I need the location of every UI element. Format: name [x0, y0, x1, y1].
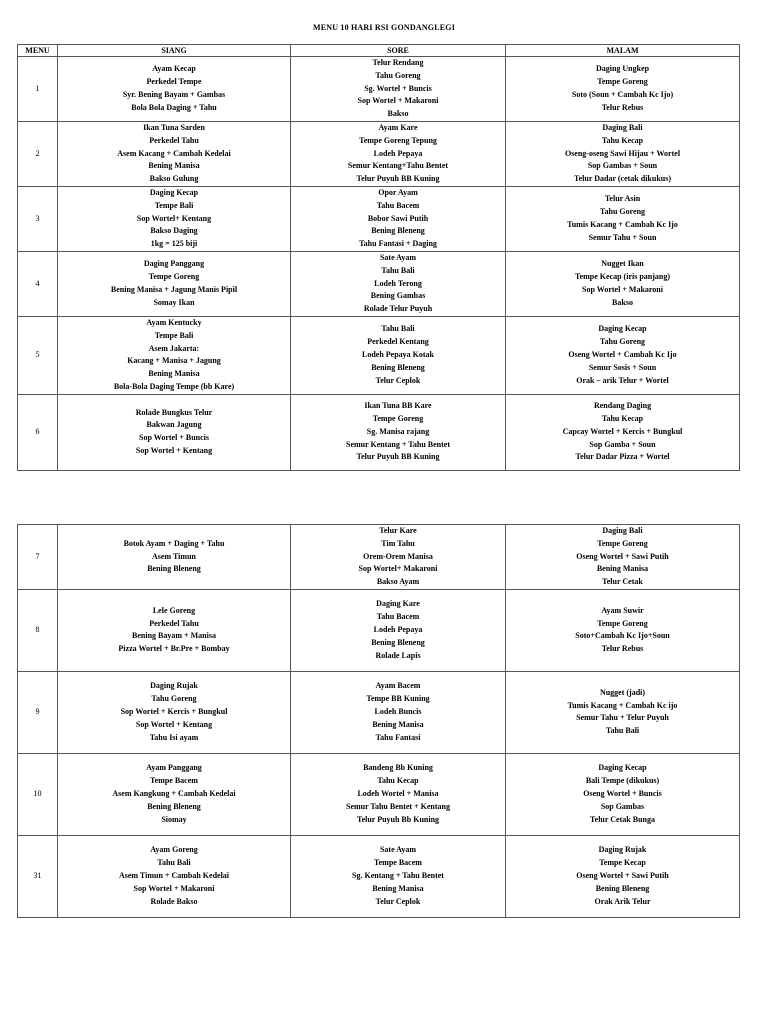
header-malam: MALAM: [506, 45, 740, 57]
dish-item: Sop Gamba + Soun: [589, 439, 656, 449]
table-row: [18, 589, 740, 671]
dish-item: Semur Kentang+Tahu Bentet: [347, 161, 449, 171]
dish-item: Telur Ceplok: [375, 375, 421, 385]
table-row: [18, 251, 740, 316]
dish-item: Bakso Daging: [150, 226, 198, 236]
dish-item: Tempe Bacem: [150, 776, 198, 786]
table-row: [18, 186, 740, 251]
malam-cell: [506, 671, 740, 753]
dish-item: Telur Dadar (cetak dikukus): [574, 174, 671, 184]
table-row: [18, 835, 740, 917]
dish-item: Bobor Sawi Putih: [367, 213, 429, 223]
dish-item: Tempe Goreng Tepung: [359, 135, 437, 145]
dish-item: Asem Timun + Cambah Kedelai: [118, 871, 230, 881]
table-row: [18, 671, 740, 753]
malam-cell: [506, 251, 740, 316]
malam-cell: [506, 589, 740, 671]
dish-item: Syr. Bening Bayam + Gambas: [122, 89, 226, 99]
table-row: [18, 121, 740, 186]
siang-cell: [58, 186, 291, 251]
dish-item: Pizza Wortel + Br.Pre + Bombay: [118, 644, 230, 654]
dish-item: Oseng Wortel + Sawi Putih: [576, 551, 669, 561]
menu-table-1: [17, 44, 740, 471]
dish-item: Soto+Cambah Kc Ijo+Soun: [575, 631, 670, 641]
dish-item: Tempe Kecap: [599, 858, 646, 868]
dish-item: Tahu Goreng: [599, 207, 646, 217]
dish-item: Daging Bali: [602, 122, 643, 132]
dish-item: Telur Rebus: [601, 102, 644, 112]
dish-item: Telur Puyuh BB Kuning: [356, 452, 440, 462]
dish-item: Sop Gambas: [600, 801, 645, 811]
dish-item: Rolade Bakso: [150, 896, 198, 906]
dish-item: Daging Rujak: [598, 845, 647, 855]
dish-item: Tempe Goreng: [372, 414, 424, 424]
menu-number: 8: [18, 589, 58, 671]
dish-item: Bening Bleneng: [147, 801, 201, 811]
dish-item: Bola-Bola Daging Tempe (bb Kare): [113, 381, 235, 391]
dish-item: Bening Bayam + Manisa: [132, 631, 216, 641]
dish-item: Ikan Tuna BB Kare: [364, 401, 432, 411]
dish-item: Ayam Kecap: [152, 64, 196, 74]
dish-item: Lodeh Pepaya Kotak: [361, 349, 434, 359]
dish-item: Daging Kecap: [598, 324, 647, 334]
dish-item: Daging Kecap: [598, 763, 647, 773]
sore-cell: [291, 251, 506, 316]
dish-item: Lodeh Wortel + Manisa: [357, 789, 439, 799]
table-row: [18, 316, 740, 394]
menu-number: 10: [18, 753, 58, 835]
sore-cell: [291, 316, 506, 394]
malam-cell: [506, 121, 740, 186]
dish-item: Bening Manisa: [372, 883, 424, 893]
dish-item: Telur Kare: [379, 526, 417, 535]
dish-item: Tahu Kecap: [601, 135, 644, 145]
dish-item: Oseng Wortel + Sawi Putih: [576, 871, 669, 881]
table-row: [18, 753, 740, 835]
sore-cell: [291, 186, 506, 251]
dish-item: Sg. Wortel + Buncis: [364, 83, 432, 93]
menu-number: 31: [18, 835, 58, 917]
siang-cell: [58, 753, 291, 835]
dish-item: Tahu Bacem: [376, 200, 420, 210]
dish-item: Bakso Ayam: [376, 577, 420, 587]
dish-item: Lodeh Pepaya: [373, 625, 423, 635]
siang-cell: [58, 589, 291, 671]
menu-number: 3: [18, 186, 58, 251]
dish-item: Bali Tempe (dikukus): [585, 776, 660, 786]
dish-item: Sop Wortel + Makaroni: [357, 96, 439, 106]
dish-item: Tahu Bali: [157, 858, 191, 868]
dish-item: Sate Ayam: [379, 845, 417, 855]
dish-item: Bening Bleneng: [371, 637, 425, 647]
dish-item: Rolade Telur Puyuh: [363, 304, 433, 314]
dish-item: Somay Ikan: [153, 297, 195, 307]
dish-item: Tempe Goreng: [597, 618, 648, 628]
siang-cell: [58, 57, 291, 122]
siang-cell: [58, 121, 291, 186]
dish-item: Oseng Wortel + Buncis: [583, 789, 662, 799]
menu-number: 2: [18, 121, 58, 186]
dish-item: Semur Tahu + Telur Puyuh: [576, 713, 669, 723]
dish-item: Soto (Soun + Cambah Kc Ijo): [571, 89, 674, 99]
dish-item: Sop Wortel+ Kentang: [136, 213, 212, 223]
dish-item: Kacang + Manisa + Jagung: [127, 356, 221, 366]
dish-item: Telur Rendang: [372, 58, 424, 67]
siang-cell: [58, 251, 291, 316]
dish-item: Bening Bleneng: [371, 226, 425, 236]
dish-item: Telur Asin: [604, 194, 641, 204]
table-row: [18, 525, 740, 590]
table-row: [18, 57, 740, 122]
dish-item: Tahu Bali: [605, 726, 640, 736]
dish-item: Opor Ayam: [378, 187, 418, 197]
dish-item: Tahu Bacem: [376, 612, 420, 622]
dish-item: Siomay: [161, 814, 187, 824]
dish-item: Bakwan Jagung: [146, 420, 202, 430]
sore-cell: [291, 671, 506, 753]
dish-item: Lele Goreng: [152, 605, 196, 615]
dish-item: Sop Wortel + Makaroni: [133, 883, 215, 893]
siang-cell: [58, 671, 291, 753]
dish-item: Sop Wortel + Buncis: [139, 433, 209, 443]
siang-cell: [58, 835, 291, 917]
dish-item: Tempe BB Kuning: [366, 694, 430, 704]
dish-item: Perkedel Tahu: [149, 135, 199, 145]
dish-item: Daging Bali: [602, 526, 643, 535]
dish-item: Ayam Kare: [378, 122, 418, 132]
dish-item: Lodeh Buncis: [374, 707, 422, 717]
dish-item: Tahu Goreng: [599, 337, 646, 347]
table-body-1: [18, 57, 740, 471]
dish-item: Tempe Bali: [154, 200, 194, 210]
dish-item: Ayam Bacem: [375, 681, 421, 691]
dish-item: Sop Wortel + Kentang: [135, 719, 213, 729]
page-title: MENU 10 HARI RSI GONDANGLEGI: [312, 23, 456, 32]
header-siang: SIANG: [58, 45, 291, 57]
siang-cell: [58, 316, 291, 394]
dish-item: Daging Kecap: [149, 187, 199, 197]
dish-item: Perkedel Tahu: [149, 618, 199, 628]
dish-item: Lodeh Pepaya: [373, 148, 423, 158]
dish-item: Sop Wortel + Kercis + Bungkul: [120, 707, 228, 717]
dish-item: Tim Tahu: [381, 538, 415, 548]
dish-item: Sop Wortel + Kentang: [135, 446, 213, 456]
dish-item: Bening Bleneng: [371, 362, 425, 372]
dish-item: Bandeng Bb Kuning: [363, 763, 433, 773]
header-sore: SORE: [291, 45, 506, 57]
malam-cell: [506, 394, 740, 470]
dish-item: Bening Bleneng: [595, 883, 650, 893]
dish-item: Perkedel Kentang: [367, 337, 429, 347]
table-header-row: [18, 45, 740, 57]
dish-item: Tempe Bali: [154, 330, 194, 340]
malam-cell: [506, 186, 740, 251]
header-menu: MENU: [18, 45, 58, 57]
dish-item: Oseng Wortel + Cambah Kc Ijo: [568, 349, 677, 359]
dish-item: Orak – arik Telur + Wortel: [576, 375, 669, 385]
dish-item: 1kg = 125 biji: [150, 239, 198, 249]
dish-item: Rolade Bungkus Telur: [135, 407, 213, 417]
dish-item: Tempe Goreng: [597, 77, 648, 87]
dish-item: Semur Kentang + Tahu Bentet: [346, 439, 450, 449]
sore-cell: [291, 525, 506, 590]
menu-number: 4: [18, 251, 58, 316]
dish-item: Bening Manisa: [372, 719, 424, 729]
siang-cell: [58, 525, 291, 590]
dish-item: Telur Cetak: [602, 577, 643, 587]
dish-item: Sate Ayam: [379, 252, 417, 262]
dish-item: Orak Arik Telur: [594, 896, 651, 906]
menu-number: 7: [18, 525, 58, 590]
dish-item: Perkedel Tempe: [146, 77, 202, 87]
dish-item: Bening Manisa: [148, 369, 200, 379]
dish-item: Daging Panggang: [143, 259, 205, 269]
dish-item: Lodeh Terong: [374, 278, 422, 288]
dish-item: Asem Kangkung + Cambah Kedelai: [112, 789, 236, 799]
dish-item: Bening Manisa + Jagung Manis Pipil: [110, 284, 238, 294]
dish-item: Tahu Goreng: [375, 70, 421, 80]
table-body-2: [18, 525, 740, 918]
sore-cell: [291, 753, 506, 835]
dish-item: Ayam Kentucky: [146, 317, 202, 327]
dish-item: Sop Gambas + Soun: [587, 161, 658, 171]
table-row: [18, 394, 740, 470]
malam-cell: [506, 57, 740, 122]
dish-item: Sop Wortel+ Makaroni: [358, 564, 438, 574]
dish-item: Semur Tahu Bentet + Kentang: [346, 801, 450, 811]
dish-item: Bening Manisa: [148, 161, 200, 171]
dish-item: Tempe Goreng: [597, 538, 648, 548]
dish-item: Tahu Bali: [381, 265, 415, 275]
dish-item: Bakso: [612, 297, 633, 307]
malam-cell: [506, 525, 740, 590]
dish-item: Telur Puyuh BB Kuning: [356, 174, 440, 184]
malam-cell: [506, 753, 740, 835]
dish-item: Bening Manisa: [596, 564, 649, 574]
dish-item: Tempe Bacem: [374, 858, 422, 868]
dish-item: Botok Ayam + Daging + Tahu: [123, 538, 225, 548]
dish-item: Tahu Kecap: [601, 414, 644, 424]
dish-item: Tahu Fantasi + Daging: [359, 239, 437, 249]
dish-item: Tahu Bali: [381, 324, 415, 334]
dish-item: Sop Wortel + Makaroni: [582, 284, 663, 294]
dish-item: Daging Kare: [376, 599, 420, 609]
dish-item: Ikan Tuna Sarden: [143, 122, 205, 132]
menu-number: 6: [18, 394, 58, 470]
dish-item: Semur Sosis + Soun: [588, 362, 657, 372]
sore-cell: [291, 835, 506, 917]
sore-cell: [291, 121, 506, 186]
dish-item: Telur Cetak Bunga: [590, 814, 655, 824]
dish-item: Capcay Wortel + Kercis + Bungkul: [562, 426, 683, 436]
dish-item: Bakso Gulung: [149, 174, 199, 184]
dish-item: Sg. Manisa rajang: [366, 426, 430, 436]
dish-item: Daging Rujak: [150, 681, 198, 691]
dish-item: Bakso: [387, 109, 409, 119]
sore-cell: [291, 57, 506, 122]
dish-item: Sg. Kentang + Tahu Bentet: [352, 871, 444, 881]
dish-item: Nugget Ikan: [601, 259, 644, 269]
dish-item: Ayam Goreng: [150, 845, 198, 855]
dish-item: Telur Puyuh Bb Kuning: [356, 814, 440, 824]
dish-item: Nugget (jadi): [599, 687, 646, 697]
dish-item: Bening Gambas: [370, 291, 426, 301]
dish-item: Telur Ceplok: [375, 896, 421, 906]
dish-item: Rendang Daging: [593, 401, 652, 411]
dish-item: Orem-Orem Manisa: [363, 551, 433, 561]
dish-item: Oseng-oseng Sawi Hijau + Wortel: [564, 148, 681, 158]
dish-item: Tahu Fantasi: [375, 732, 421, 742]
menu-table-2: [17, 524, 740, 918]
dish-item: Tahu Kecap: [377, 776, 419, 786]
dish-item: Tempe Goreng: [148, 272, 200, 282]
dish-item: Bola Bola Daging + Tahu: [131, 102, 217, 112]
dish-item: Rolade Lapis: [375, 650, 421, 660]
dish-item: Tahu Goreng: [151, 694, 197, 704]
sore-cell: [291, 394, 506, 470]
dish-item: Tahu Isi ayam: [149, 732, 199, 742]
dish-item: Telur Rebus: [601, 644, 644, 654]
dish-item: Tempe Kecap (iris panjang): [574, 272, 671, 282]
dish-item: Tumis Kacang + Cambah Kc ijo: [567, 700, 678, 710]
dish-item: Asem Jakarta:: [148, 343, 200, 353]
dish-item: Asem Kacang + Cambah Kedelai: [117, 148, 231, 158]
dish-item: Telur Dadar Pizza + Wortel: [575, 452, 670, 462]
dish-item: Asem Timun: [152, 551, 196, 561]
siang-cell: [58, 394, 291, 470]
menu-number: 1: [18, 57, 58, 122]
dish-item: Tumis Kacang + Cambah Kc Ijo: [567, 219, 678, 229]
dish-item: Semur Tahu + Soun: [588, 232, 657, 242]
dish-item: Ayam Panggang: [146, 763, 202, 773]
dish-item: Daging Ungkep: [595, 64, 650, 74]
menu-number: 5: [18, 316, 58, 394]
malam-cell: [506, 316, 740, 394]
sore-cell: [291, 589, 506, 671]
menu-number: 9: [18, 671, 58, 753]
malam-cell: [506, 835, 740, 917]
dish-item: Bening Bleneng: [147, 564, 201, 574]
dish-item: Ayam Suwir: [601, 605, 644, 615]
